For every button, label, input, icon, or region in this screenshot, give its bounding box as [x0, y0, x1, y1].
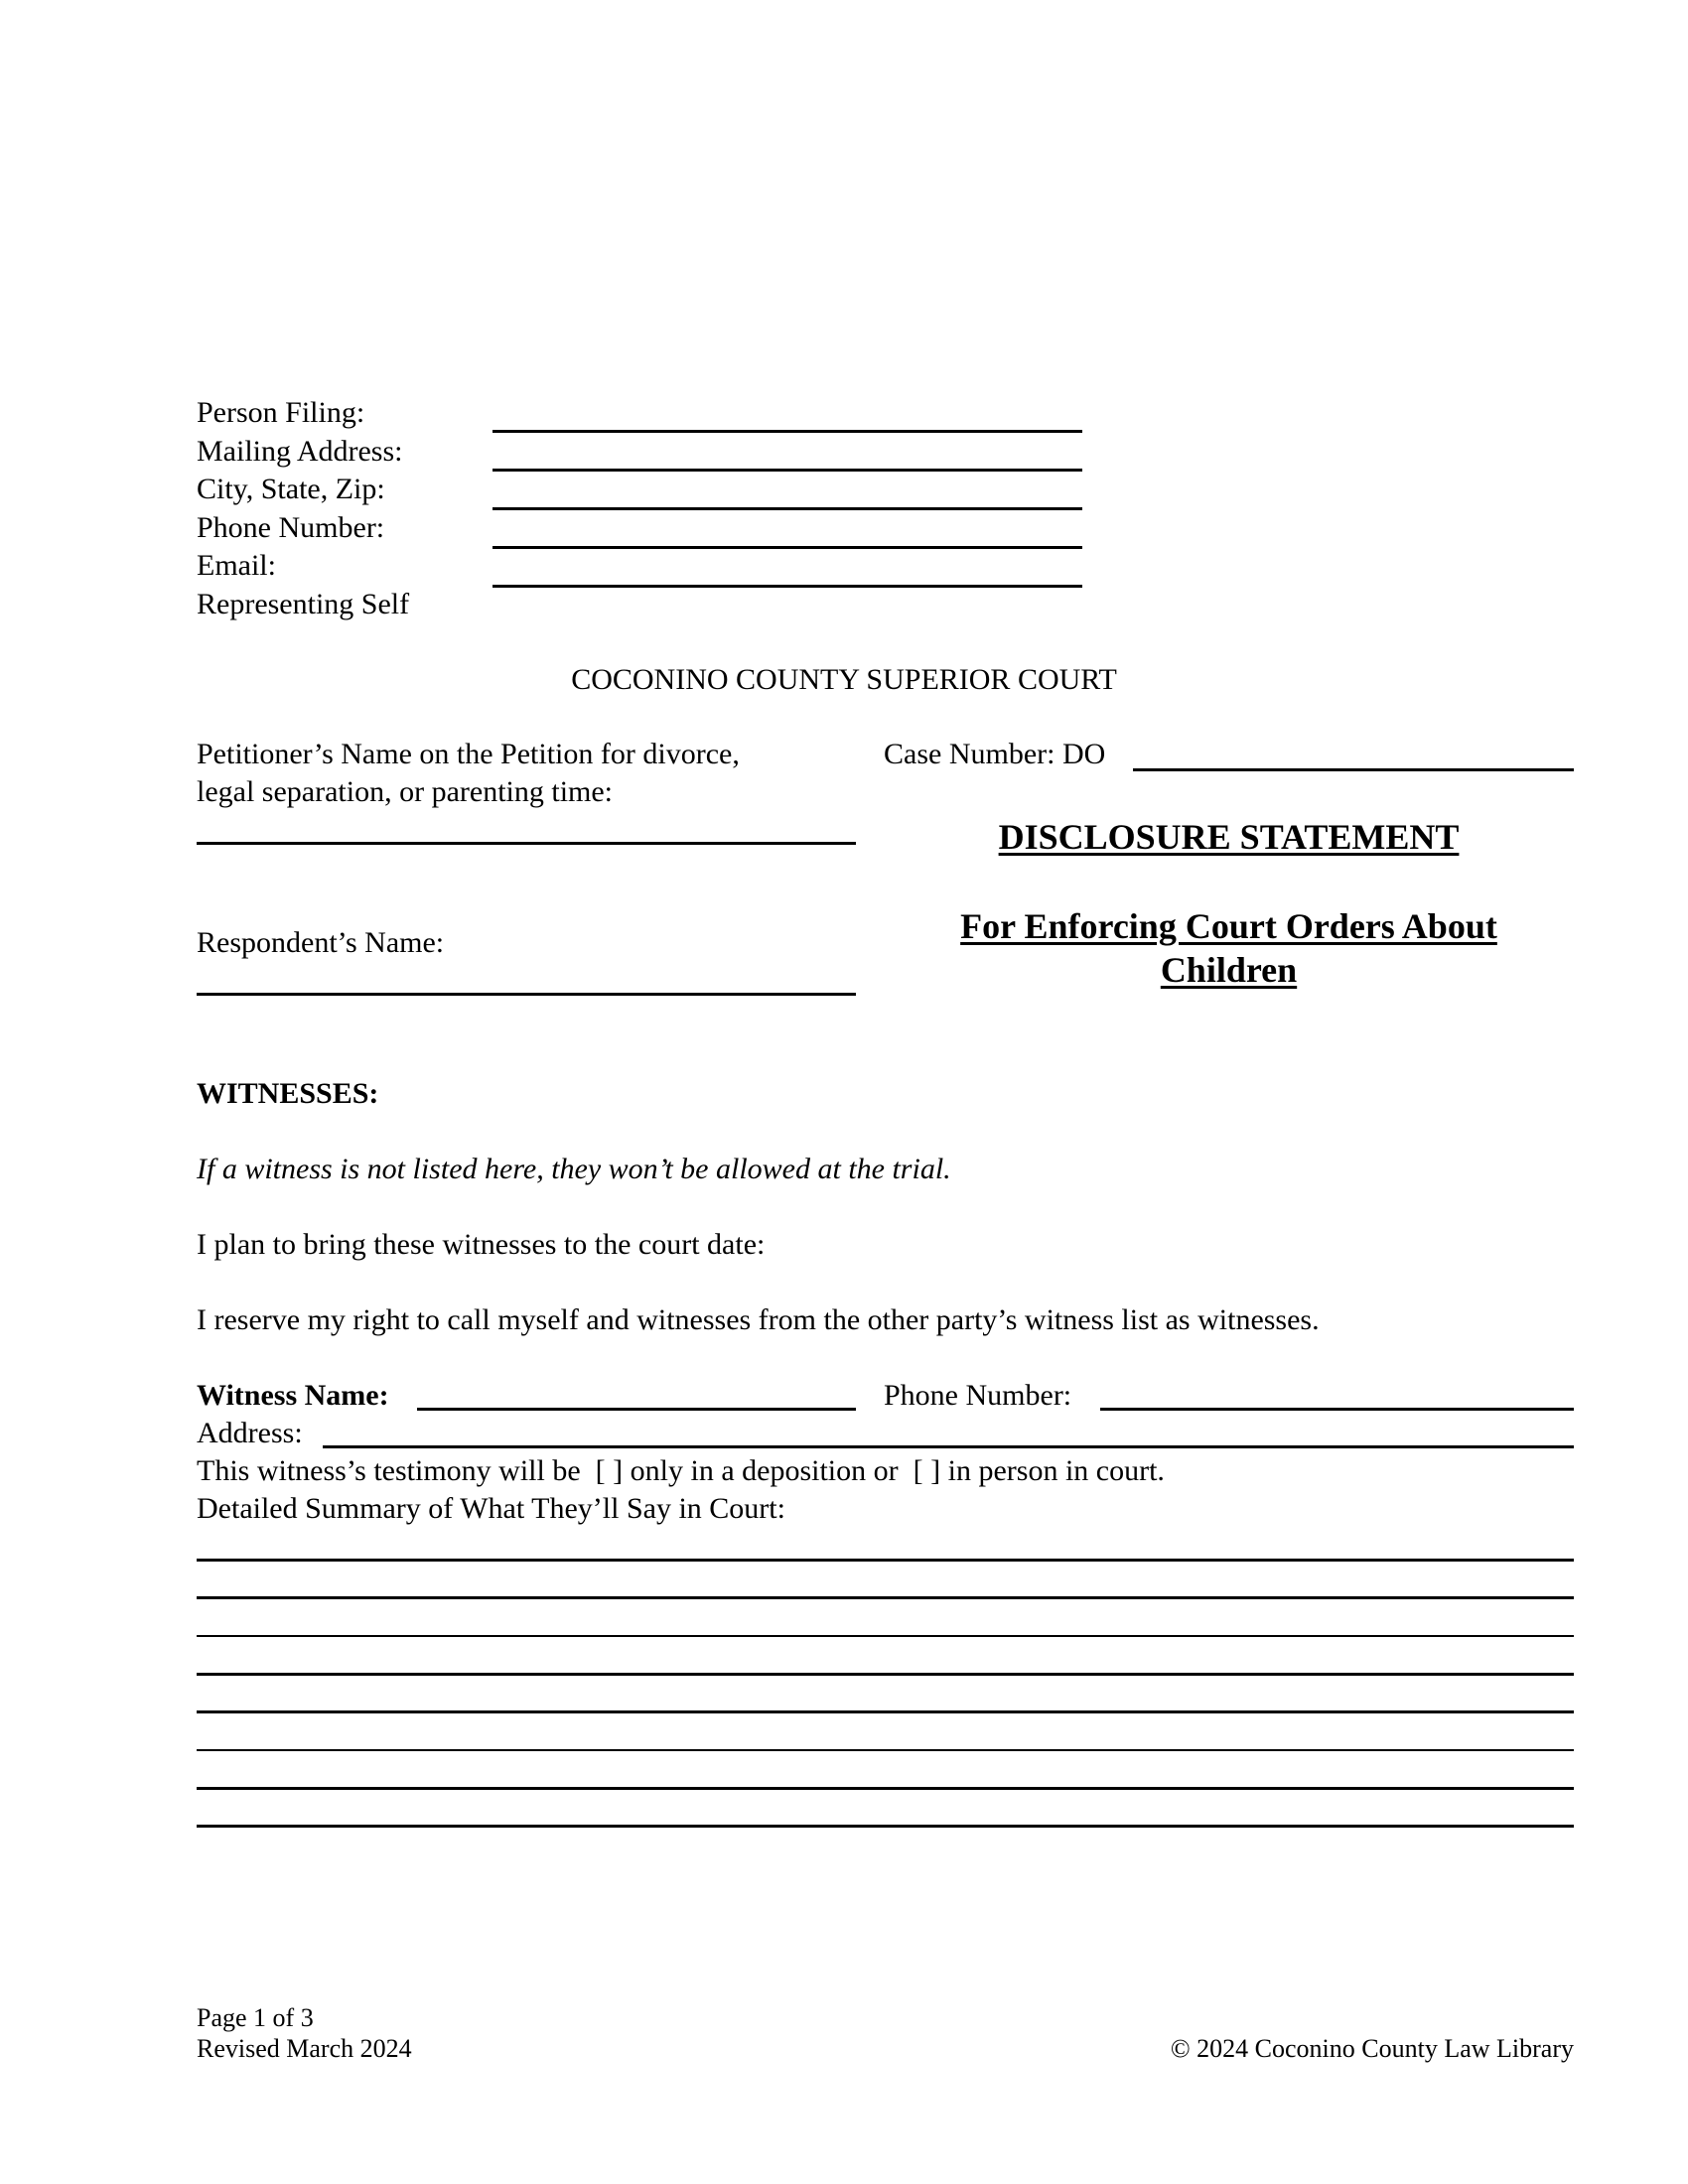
document-subtitle-line2: Children [1160, 950, 1298, 990]
in-person-checkbox[interactable]: [ ] [913, 1454, 941, 1487]
witnesses-reserve-text: I reserve my right to call myself and witnesses from the other party’s witness list as witnesses. [197, 1303, 1320, 1336]
document-subtitle-line1: For Enforcing Court Orders About [960, 906, 1497, 946]
witnesses-plan-text: I plan to bring these witnesses to the court date: [197, 1228, 766, 1261]
city-state-zip-label: City, State, Zip: [197, 473, 385, 505]
respondent-name-field[interactable] [197, 993, 856, 996]
summary-line[interactable] [197, 1673, 1574, 1676]
revision-date: Revised March 2024 [197, 2034, 412, 2063]
petitioner-label-line2: legal separation, or parenting time: [197, 775, 614, 808]
petitioner-name-field[interactable] [197, 842, 856, 845]
witnesses-warning: If a witness is not listed here, they won’t be allowed at the trial. [197, 1153, 951, 1185]
summary-line[interactable] [197, 1749, 1574, 1751]
case-number-label: Case Number: DO [884, 738, 1106, 770]
case-number-field[interactable] [1133, 768, 1574, 771]
summary-line[interactable] [197, 1825, 1574, 1828]
summary-line[interactable] [197, 1710, 1574, 1713]
document-title: DISCLOSURE STATEMENT [998, 817, 1460, 857]
page-number: Page 1 of 3 [197, 2003, 314, 2032]
testimony-line [197, 1454, 1165, 1488]
witnesses-heading: WITNESSES: [197, 1077, 379, 1110]
witness-address-label: Address: [197, 1417, 303, 1449]
in-person-option-label: in person in court. [947, 1454, 1165, 1487]
deposition-option-label: only in a deposition or [630, 1454, 899, 1487]
petitioner-label-line1: Petitioner’s Name on the Petition for divorce, [197, 738, 740, 770]
mailing-address-label: Mailing Address: [197, 435, 403, 468]
copyright-notice: © 2024 Coconino County Law Library [1170, 2034, 1574, 2063]
phone-number-label: Phone Number: [197, 511, 385, 544]
summary-line[interactable] [197, 1596, 1574, 1599]
deposition-checkbox[interactable]: [ ] [595, 1454, 624, 1487]
city-state-zip-field[interactable] [492, 507, 1082, 510]
court-name: COCONINO COUNTY SUPERIOR COURT [571, 663, 1117, 696]
person-filing-label: Person Filing: [197, 396, 365, 429]
summary-line[interactable] [197, 1635, 1574, 1637]
mailing-address-field[interactable] [492, 469, 1082, 472]
summary-line[interactable] [197, 1787, 1574, 1790]
testimony-prefix: This witness’s testimony will be [197, 1454, 581, 1487]
witness-phone-label: Phone Number: [884, 1379, 1072, 1412]
witness-address-field[interactable] [323, 1445, 1574, 1448]
email-field[interactable] [492, 585, 1082, 588]
phone-number-field[interactable] [492, 546, 1082, 549]
summary-line[interactable] [197, 1559, 1574, 1562]
witness-name-field[interactable] [417, 1408, 856, 1411]
representing-self-label: Representing Self [197, 588, 410, 620]
email-label: Email: [197, 549, 276, 582]
respondent-label: Respondent’s Name: [197, 926, 445, 959]
summary-label: Detailed Summary of What They’ll Say in Court: [197, 1492, 785, 1525]
witness-name-label: Witness Name: [197, 1379, 389, 1412]
person-filing-field[interactable] [492, 430, 1082, 433]
witness-phone-field[interactable] [1100, 1408, 1574, 1411]
